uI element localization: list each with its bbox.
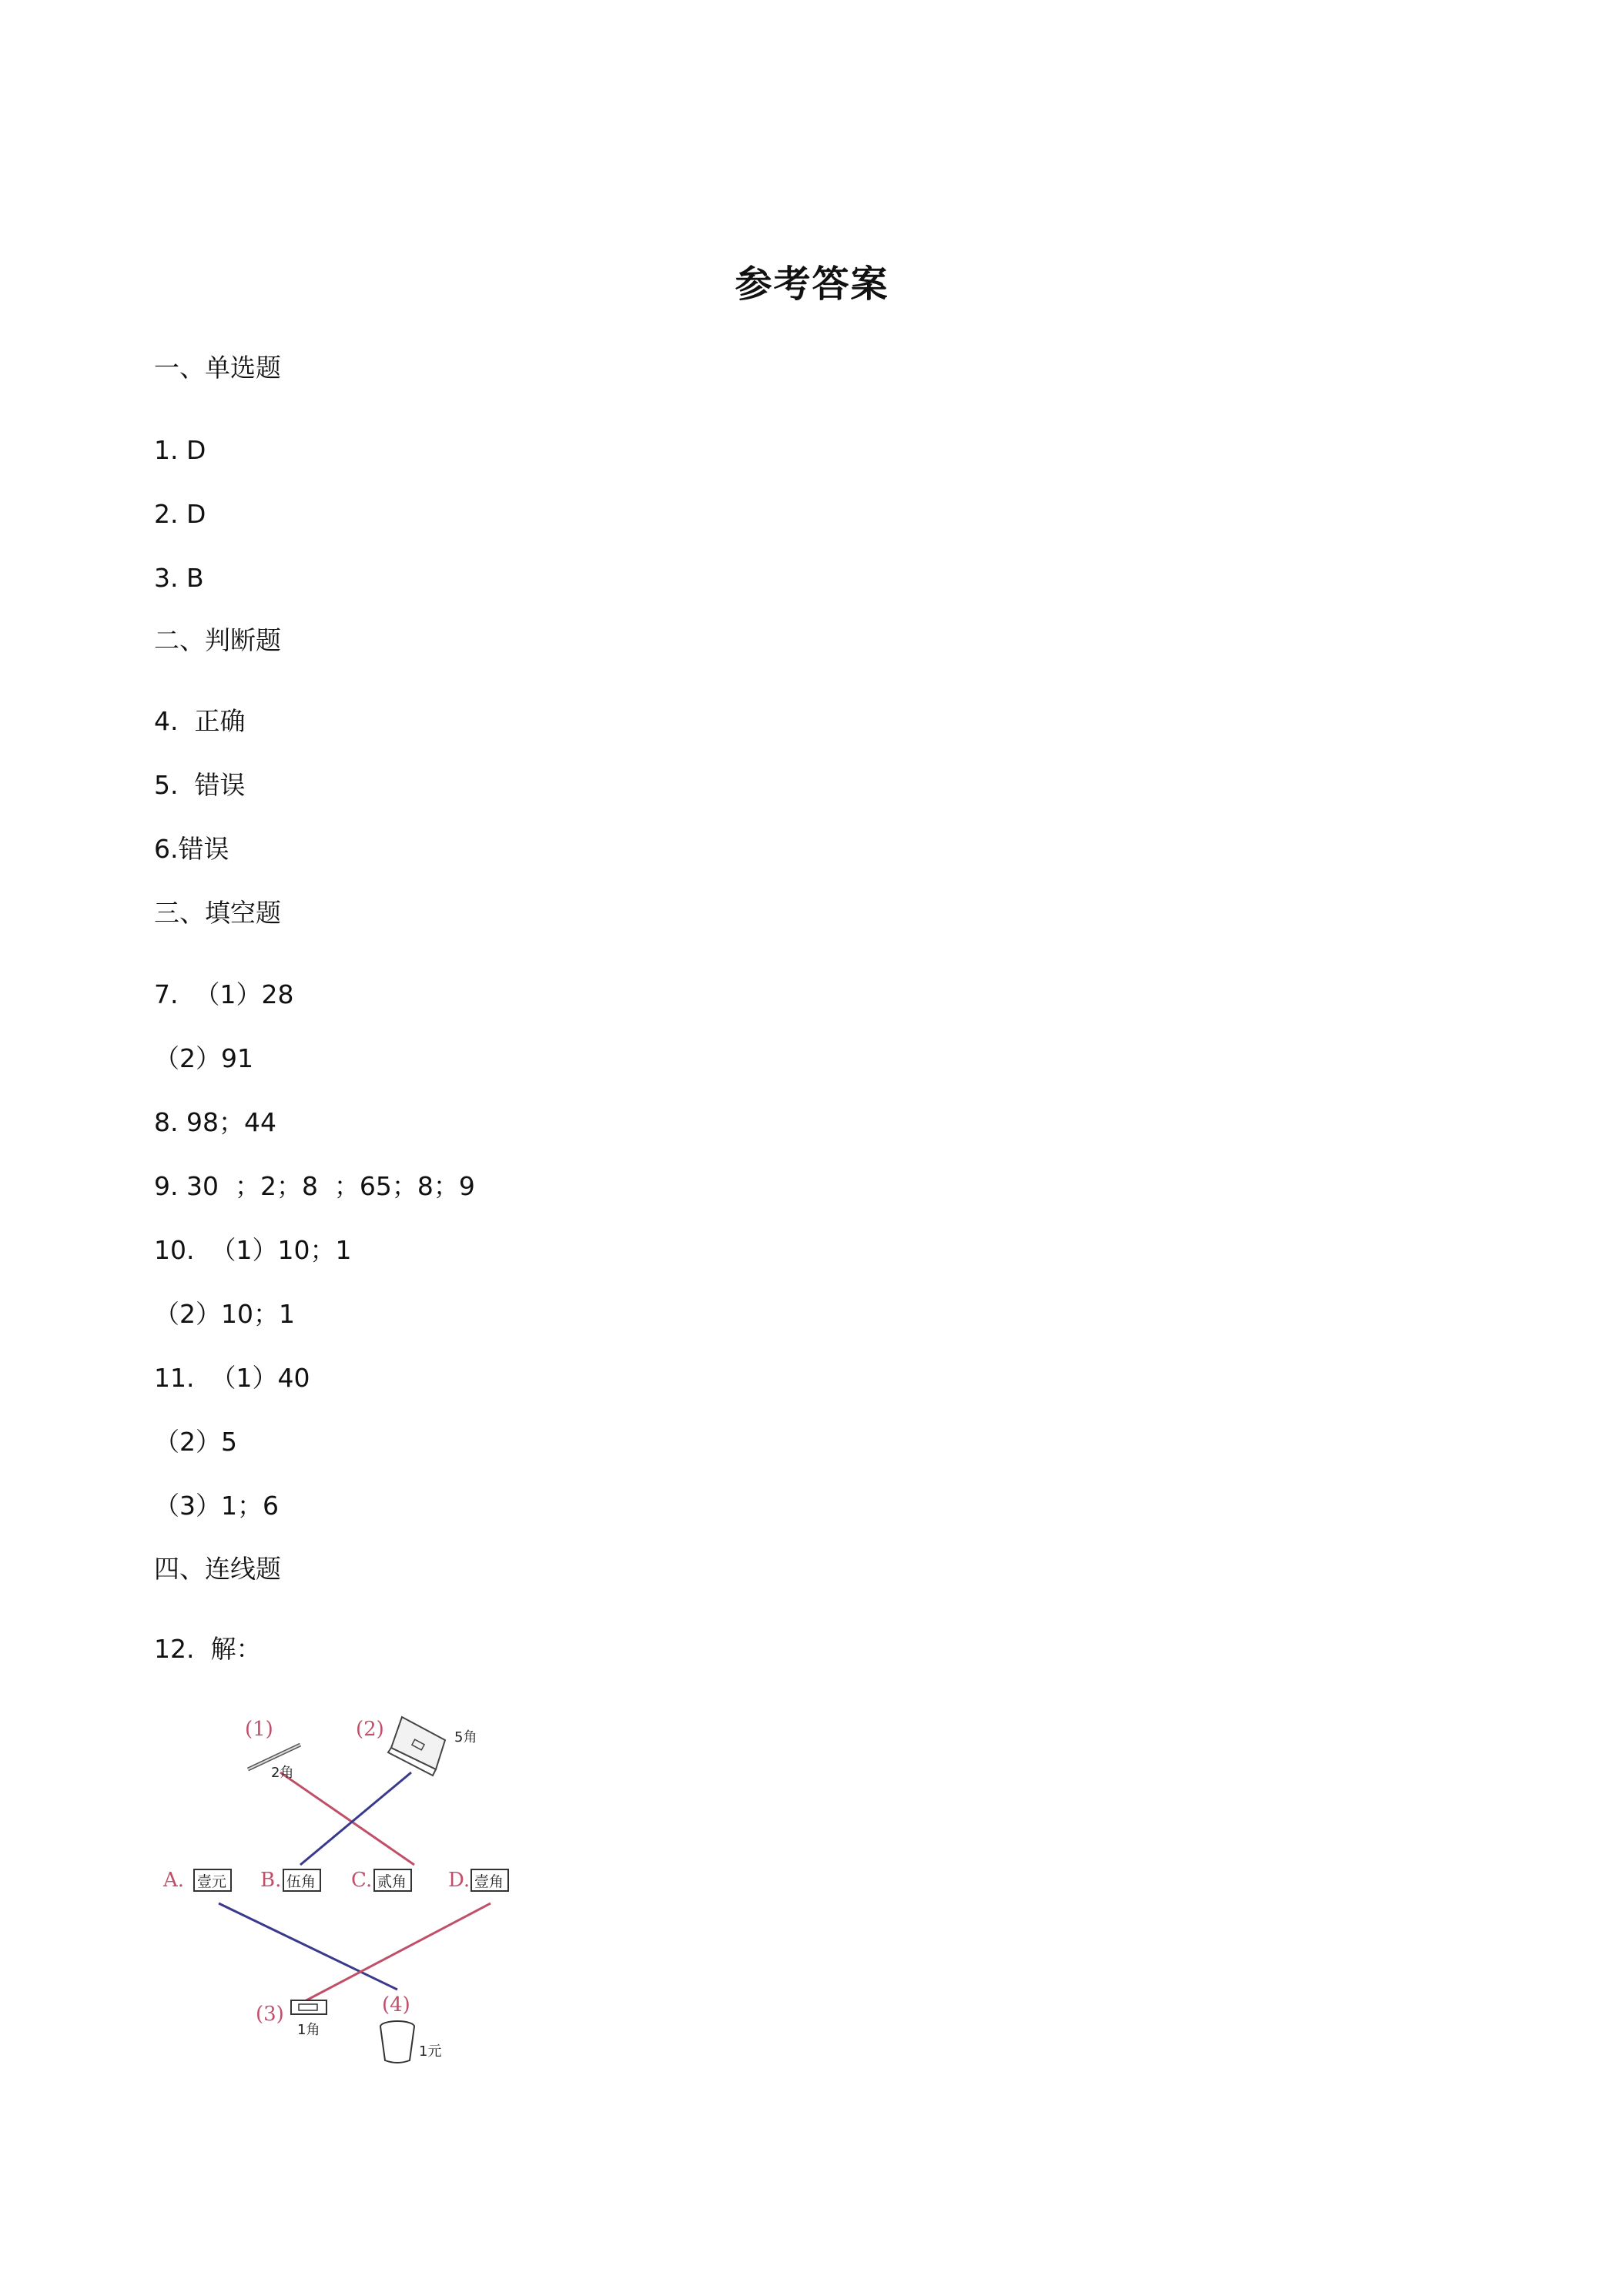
book-icon xyxy=(388,1717,445,1776)
option-d-text: 壹角 xyxy=(474,1873,504,1890)
option-d-letter: D. xyxy=(448,1869,470,1892)
option-a-text: 壹元 xyxy=(197,1873,227,1890)
answer-5: 5. 错误 xyxy=(154,770,246,800)
answer-8: 8. 98；44 xyxy=(154,1107,276,1137)
answer-11-part-1: 11. （1）40 xyxy=(154,1363,310,1393)
item-2-price: 5角 xyxy=(454,1729,477,1745)
item-2-number: (2) xyxy=(356,1718,384,1741)
option-b-text: 伍角 xyxy=(286,1873,316,1890)
page-title: 参考答案 xyxy=(735,263,889,306)
option-c-letter: C. xyxy=(351,1869,373,1892)
option-c-text: 贰角 xyxy=(377,1873,407,1890)
section-heading-matching: 四、连线题 xyxy=(154,1554,281,1584)
section-heading-true-false: 二、判断题 xyxy=(154,625,281,655)
item-4-number: (4) xyxy=(382,1993,410,2017)
option-b-letter: B. xyxy=(260,1869,282,1892)
cup-icon xyxy=(380,2021,414,2063)
answer-2: 2. D xyxy=(154,499,206,529)
item-1-number: (1) xyxy=(245,1718,273,1741)
answer-9: 9. 30 ；2；8 ；65；8；9 xyxy=(154,1171,475,1201)
answer-10-part-1: 10. （1）10；1 xyxy=(154,1235,352,1265)
item-4-price: 1元 xyxy=(419,2043,442,2060)
connector-A-to-4 xyxy=(219,1903,397,1990)
answer-11-part-2: （2）5 xyxy=(154,1427,237,1457)
answer-1: 1. D xyxy=(154,435,206,465)
answer-10-part-2: （2）10；1 xyxy=(154,1299,295,1329)
eraser-icon xyxy=(291,2000,326,2014)
section-heading-single-choice: 一、单选题 xyxy=(154,353,281,383)
matching-diagram xyxy=(154,1702,539,2079)
answer-7-part-2: （2）91 xyxy=(154,1043,253,1073)
item-3-price: 1角 xyxy=(297,2022,320,2038)
answer-6: 6.错误 xyxy=(154,834,229,864)
answer-7-part-1: 7. （1）28 xyxy=(154,979,294,1009)
answer-4: 4. 正确 xyxy=(154,706,246,736)
section-heading-fill-blank: 三、填空题 xyxy=(154,898,281,928)
item-1-price: 2角 xyxy=(271,1765,294,1781)
option-a-letter: A. xyxy=(163,1869,185,1892)
answer-11-part-3: （3）1；6 xyxy=(154,1491,279,1521)
connector-D-to-3 xyxy=(303,1903,491,2002)
answer-12: 12. 解： xyxy=(154,1634,262,1664)
answer-3: 3. B xyxy=(154,563,204,593)
item-3-number: (3) xyxy=(256,2003,284,2026)
